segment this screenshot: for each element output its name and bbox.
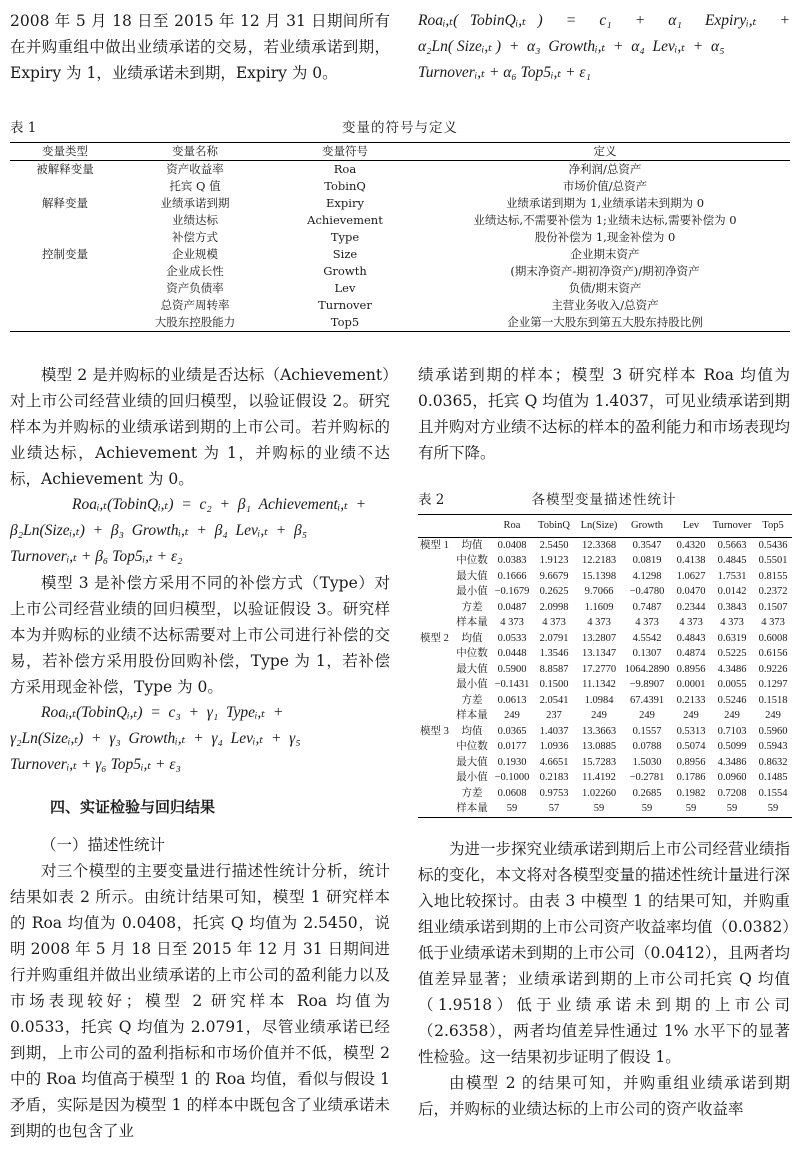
table-2-group-label bbox=[418, 677, 452, 693]
table-2-cell: 0.2625 bbox=[539, 586, 569, 597]
table-2-cell: 0.4138 bbox=[676, 555, 706, 566]
table-1-cell: 大股东控股能力 bbox=[154, 315, 236, 329]
table-2-cell: 59 bbox=[685, 803, 697, 814]
table-1-cell: 资产收益率 bbox=[166, 162, 224, 176]
table-1-cell: TobinQ bbox=[324, 179, 366, 193]
table-2-row bbox=[418, 739, 792, 755]
table-1-cell bbox=[10, 314, 120, 332]
table-1-row bbox=[10, 161, 790, 179]
table-2-cell: 2.0791 bbox=[539, 632, 569, 644]
table-2-cell: 4.6651 bbox=[539, 756, 569, 768]
table-1-cell: Roa bbox=[333, 162, 357, 176]
table-2-cell: −0.1000 bbox=[494, 772, 530, 783]
table-2-cell: 1.4037 bbox=[539, 725, 569, 737]
table-2-stat-label: 均值 bbox=[461, 725, 483, 737]
table-2-stat-label: 最小值 bbox=[456, 679, 488, 690]
table-2-group-label bbox=[418, 770, 452, 786]
table-2-group-label bbox=[418, 569, 452, 585]
table-1-header: 变量名称 bbox=[172, 144, 218, 158]
table-1-header: 变量符号 bbox=[322, 144, 368, 158]
table-2-cell: 0.0408 bbox=[497, 539, 527, 551]
table-2-cell: 4 373 bbox=[679, 617, 703, 628]
formula-1-line-2: α₂Ln( Sizeᵢ,ₜ ) + α₃ Growthᵢ,ₜ + α₄ Levᵢ,ₜ + α₅ bbox=[418, 38, 725, 55]
table-1-row bbox=[10, 229, 790, 246]
table-2-cell: 0.1485 bbox=[758, 772, 788, 783]
table-2-row bbox=[418, 662, 792, 678]
table-1-cell: 业绩达标,不需要补偿为 1;业绩未达标,需要补偿为 0 bbox=[473, 213, 737, 227]
table-2-row bbox=[418, 693, 792, 709]
table-2-stat-label: 中位数 bbox=[456, 648, 488, 659]
table-1-header-row bbox=[10, 143, 790, 161]
table-1-cell: Top5 bbox=[330, 315, 360, 329]
table-2-cell: 0.0788 bbox=[632, 741, 662, 752]
table-2-cell: 0.4874 bbox=[676, 648, 706, 659]
formula-3-line-3: Turnoverᵢ,ₜ + γ₆ Top5ᵢ,ₜ + ε₃ bbox=[10, 756, 181, 773]
table-2-cell: 0.7103 bbox=[717, 725, 747, 737]
table-1-cell: 主营业务收入/总资产 bbox=[551, 298, 659, 312]
table-2-cell: 13.0885 bbox=[581, 741, 617, 752]
table-2-stat-label: 样本量 bbox=[456, 617, 488, 628]
table-2-header: Roa bbox=[503, 520, 521, 531]
table-1-row bbox=[10, 280, 790, 297]
table-2-cell: 57 bbox=[548, 803, 560, 814]
subsection-heading: （一）描述性统计 bbox=[41, 836, 166, 854]
table-2-cell: 59 bbox=[593, 803, 605, 814]
table-2-group-label bbox=[418, 646, 452, 662]
table-1-caption bbox=[10, 116, 790, 136]
table-1-cell: 总资产周转率 bbox=[160, 298, 230, 312]
table-1-cell: 资产负债率 bbox=[166, 281, 224, 295]
table-1-cell bbox=[10, 212, 120, 229]
table-2-cell: 2.0541 bbox=[539, 694, 569, 706]
table-2-cell: 0.0487 bbox=[497, 601, 527, 613]
table-1-cell: Turnover bbox=[318, 298, 372, 312]
formula-3 bbox=[10, 700, 390, 778]
table-1-cell bbox=[10, 229, 120, 246]
table-2-cell: 0.4843 bbox=[676, 632, 706, 644]
table-2-cell: 0.1518 bbox=[758, 694, 788, 706]
table-2-cell: 0.1507 bbox=[758, 601, 788, 613]
table-2-cell: 11.4192 bbox=[582, 772, 616, 783]
table-2-cell: 1.7531 bbox=[717, 570, 747, 582]
table-2-cell: 0.5501 bbox=[758, 555, 788, 566]
table-1-cell: Growth bbox=[323, 264, 367, 278]
table-2-cell: 0.1557 bbox=[632, 725, 662, 737]
table-2-row bbox=[418, 755, 792, 771]
table-2-row bbox=[418, 615, 792, 631]
table-2-cell: 0.8155 bbox=[758, 570, 788, 582]
table-2-cell: 0.5246 bbox=[717, 694, 747, 706]
table-1-cell: Type bbox=[330, 230, 360, 244]
table-1-cell bbox=[10, 263, 120, 280]
table-1-cell: 企业成长性 bbox=[166, 264, 224, 278]
table-2-cell: 0.1666 bbox=[497, 570, 527, 582]
table-2-cell: 59 bbox=[726, 803, 738, 814]
section-heading: 四、实证检验与回归结果 bbox=[50, 798, 216, 816]
table-2-cell: 0.6156 bbox=[758, 648, 788, 659]
table-2-row bbox=[418, 537, 792, 553]
table-2-stat-label: 均值 bbox=[461, 632, 483, 644]
table-2-cell: 249 bbox=[724, 710, 740, 721]
table-2-cell: 0.0383 bbox=[497, 555, 527, 566]
formula-3-line-2: γ₂Ln(Sizeᵢ,ₜ) + γ₃ Growthᵢ,ₜ + γ₄ Levᵢ,ₜ + γ₅ bbox=[10, 730, 301, 747]
table-1-cell: 企业规模 bbox=[172, 247, 218, 261]
table-2-cell: 0.8956 bbox=[676, 756, 706, 768]
table-2-cell: 0.0055 bbox=[717, 679, 747, 690]
table-2-row bbox=[418, 786, 792, 802]
formula-1-line-1: Roaᵢ,ₜ( TobinQᵢ,ₜ ) = c₁ + α₁ Expiryᵢ,ₜ + bbox=[418, 12, 790, 29]
table-2-cell: 249 bbox=[683, 710, 699, 721]
table-2-cell: 59 bbox=[506, 803, 518, 814]
table-2-group-label bbox=[418, 662, 452, 678]
table-2-cell: 12.2183 bbox=[581, 555, 617, 566]
table-2-cell: 0.8632 bbox=[758, 756, 788, 768]
table-2-group-label: 模型 3 bbox=[420, 725, 449, 737]
table-2-row bbox=[418, 677, 792, 693]
table-2-row bbox=[418, 708, 792, 724]
table-1-cell: Achievement bbox=[307, 213, 383, 227]
table-2-cell: 237 bbox=[546, 710, 562, 721]
formula-2 bbox=[10, 492, 390, 570]
table-2-cell: 8.8587 bbox=[539, 663, 569, 675]
table-2-cell: 4 373 bbox=[761, 617, 785, 628]
table-2-group-label bbox=[418, 615, 452, 631]
table-2-cell: 0.0613 bbox=[497, 694, 527, 706]
table-1-row bbox=[10, 212, 790, 229]
table-2-cell: 0.1982 bbox=[676, 787, 706, 799]
table-2-header: Turnover bbox=[712, 520, 752, 531]
table-2-cell: 1.02260 bbox=[581, 787, 617, 799]
table-2-cell: −0.4780 bbox=[629, 586, 665, 597]
table-2-cell: 9.6679 bbox=[539, 570, 569, 582]
table-1-cell: 解释变量 bbox=[42, 196, 88, 210]
formula-1-line-3: Turnoverᵢ,ₜ + α₆ Top5ᵢ,ₜ + ε₁ bbox=[418, 64, 591, 81]
table-1-row bbox=[10, 195, 790, 212]
table-2-cell: 0.0448 bbox=[497, 648, 527, 659]
table-2-cell: 4.1298 bbox=[632, 570, 662, 582]
descriptive-stats-paragraph: 对三个模型的主要变量进行描述性统计分析，统计结果如表 2 所示。由统计结果可知，模型 1 研究样本的 Roa 均值为 0.0408，托宾 Q 均值为 2.5450，说明 2008 年 5 月 18 日至 2015 年 12 月 31 日期间进行并购重组并做出业绩承诺的上市公司的盈利能力以及市场表现较好；模型 2 研究样本 Roa 均值为 0.0533，托宾 Q 均值为 2.0791，尽管业绩承诺已经到期，上市公司的盈利指标和市场价值并不低，模型 2 中的 Roa 均值高于模型 1 的 Roa 均值，看似与假设 1 矛盾，实际是因为模型 1 的样本中既包含了业绩承诺未到期的也包含了业 bbox=[10, 862, 390, 1140]
table-2-cell: −0.1679 bbox=[494, 586, 530, 597]
table-2-cell: 0.5225 bbox=[717, 648, 747, 659]
table-2-cell: −9.8907 bbox=[629, 679, 665, 690]
table-2-cell: 0.2372 bbox=[758, 586, 788, 597]
table-1-cell: 净利润/总资产 bbox=[568, 162, 642, 176]
table-2-row bbox=[418, 646, 792, 662]
table-2-cell: 0.0001 bbox=[676, 679, 706, 690]
table-2-cell: 1.5030 bbox=[632, 756, 662, 768]
table-1-cell: Expiry bbox=[326, 196, 364, 210]
table-2-cell: 0.0470 bbox=[676, 586, 706, 597]
table-2-stat-label: 方差 bbox=[461, 694, 483, 706]
table-1-cell: 市场价值/总资产 bbox=[562, 179, 648, 193]
table-2-group-label bbox=[418, 553, 452, 569]
table-2-cell: 0.5960 bbox=[758, 725, 788, 737]
table-2-cell: −0.2781 bbox=[629, 772, 665, 783]
table-2-cell: 0.5943 bbox=[758, 741, 788, 752]
table-2-cell: 1.3546 bbox=[539, 648, 569, 659]
table-2-cell: 2.0998 bbox=[539, 601, 569, 613]
table-2-row bbox=[418, 569, 792, 585]
table-2-cell: 0.5900 bbox=[497, 663, 527, 675]
table-1-row bbox=[10, 297, 790, 314]
table-2-cell: 249 bbox=[765, 710, 781, 721]
table-2-cell: 67.4391 bbox=[629, 694, 665, 706]
table-2-stat-label: 均值 bbox=[461, 539, 483, 551]
table-2-title: 各模型变量描述性统计 bbox=[531, 492, 677, 508]
table-2-cell: 1064.2890 bbox=[624, 663, 670, 675]
table-2-cell: 4.5542 bbox=[632, 632, 662, 644]
table-2-cell: 0.0177 bbox=[497, 741, 527, 752]
formula-1 bbox=[418, 8, 790, 86]
table-2-cell: 0.1786 bbox=[676, 772, 706, 783]
table-2-cell: 1.9123 bbox=[539, 555, 569, 566]
table-2-cell: 13.3663 bbox=[581, 725, 617, 737]
model-3-paragraph: 模型 3 是补偿方采用不同的补偿方式（Type）对上市公司经营业绩的回归模型，以验证假设 3。研究样本为并购标的业绩不达标需要对上市公司进行补偿的交易，若补偿方采用股份回购补偿，Type 为 1，若补偿方采用现金补偿，Type 为 0。 bbox=[10, 574, 390, 696]
table-1-row bbox=[10, 263, 790, 280]
table-2-cell: 17.2770 bbox=[581, 663, 617, 675]
table-2-stat-label: 最大值 bbox=[456, 756, 488, 768]
table-2-cell: 249 bbox=[639, 710, 655, 721]
table-2-cell: 0.1297 bbox=[758, 679, 788, 690]
table-1-cell: 业绩承诺到期 bbox=[160, 196, 230, 210]
table-2-cell: 0.5663 bbox=[717, 539, 747, 551]
table-2-stat-label: 最小值 bbox=[456, 586, 488, 597]
right-paragraph-2: 为进一步探究业绩承诺到期后上市公司经营业绩指标的变化，本文将对各模型变量的描述性统计量进行深入地比较探讨。由表 3 中模型 1 的结果可知，并购重组业绩承诺到期的上市公司资产收益率均值（0.0382）低于业绩承诺未到期的上市公司（0.0412），且两者均值差异显著；业绩承诺到期的上市公司托宾 Q 均值（1.9518）低于业绩承诺未到期的上市公司（2.6358），两者均值差异性通过 1% 水平下的显著性检验。这一结果初步证明了假设 1。 bbox=[418, 840, 791, 1066]
table-2-row bbox=[418, 801, 792, 817]
table-2-header: Top5 bbox=[762, 520, 784, 531]
right-paragraph-1: 绩承诺到期的样本；模型 3 研究样本 Roa 均值为 0.0365，托宾 Q 均值为 1.4037，可见业绩承诺到期且并购对方业绩不达标的样本的盈利能力和市场表现均有所下降。 bbox=[418, 366, 791, 462]
table-2-row bbox=[418, 553, 792, 569]
table-2-group-label bbox=[418, 786, 452, 802]
right-column-lower bbox=[418, 836, 790, 1122]
table-2-cell: 4.3486 bbox=[717, 663, 747, 675]
table-2-group-label bbox=[418, 801, 452, 817]
table-2 bbox=[418, 514, 792, 818]
table-2-cell: 0.1554 bbox=[758, 787, 788, 799]
table-2-cell: 15.1398 bbox=[581, 570, 617, 582]
table-2-label: 表 2 bbox=[418, 492, 445, 508]
table-1-header: 定义 bbox=[593, 144, 617, 158]
table-2-row bbox=[418, 770, 792, 786]
table-2-cell: 249 bbox=[504, 710, 520, 721]
table-2-cell: 0.6319 bbox=[717, 632, 747, 644]
intro-paragraph: 2008 年 5 月 18 日至 2015 年 12 月 31 日期间所有在并购重组中做出业绩承诺的交易，若业绩承诺到期，Expiry 为 1，业绩承诺未到期，Expiry 为 0。 bbox=[10, 12, 390, 82]
table-2-group-label bbox=[418, 739, 452, 755]
table-2-group-label bbox=[418, 755, 452, 771]
formula-2-line-3: Turnoverᵢ,ₜ + β₆ Top5ᵢ,ₜ + ε₂ bbox=[10, 548, 183, 565]
table-1-cell: 托宾 Q 值 bbox=[169, 179, 221, 193]
table-2-cell: 0.7487 bbox=[632, 601, 662, 613]
table-2-stat-label: 方差 bbox=[461, 601, 483, 613]
table-2-group-label: 模型 1 bbox=[420, 539, 449, 551]
table-1-row bbox=[10, 314, 790, 332]
table-1-row bbox=[10, 178, 790, 195]
table-1-label: 表 1 bbox=[10, 120, 37, 136]
table-2-cell: 1.0936 bbox=[539, 741, 569, 752]
table-2-cell: 249 bbox=[591, 710, 607, 721]
formula-2-line-2: β₂Ln(Sizeᵢ,ₜ) + β₃ Growthᵢ,ₜ + β₄ Levᵢ,ₜ + β₅ bbox=[10, 522, 308, 539]
table-2-cell: 0.0608 bbox=[497, 787, 527, 799]
left-column bbox=[10, 362, 390, 1144]
table-2-stat-label: 最大值 bbox=[456, 570, 488, 582]
table-1-cell: 控制变量 bbox=[42, 247, 88, 261]
table-1-cell: Lev bbox=[334, 281, 356, 295]
table-1-cell: 企业第一大股东到第五大股东持股比例 bbox=[507, 315, 703, 329]
table-2-cell: 11.1342 bbox=[582, 679, 616, 690]
table-2-cell: 59 bbox=[641, 803, 653, 814]
table-2-cell: 4 373 bbox=[720, 617, 744, 628]
table-2-header: Lev bbox=[682, 520, 700, 531]
table-2-cell: 0.8956 bbox=[676, 663, 706, 675]
table-1-cell bbox=[10, 178, 120, 195]
table-2-header: Growth bbox=[630, 520, 664, 531]
table-2-stat-label: 中位数 bbox=[456, 555, 488, 566]
table-2-cell: 0.7208 bbox=[717, 787, 747, 799]
table-1-cell: 企业期末资产 bbox=[570, 247, 640, 261]
table-2-cell: 9.7066 bbox=[584, 586, 614, 597]
table-2-cell: 4.3486 bbox=[717, 756, 747, 768]
table-2-cell: 0.5074 bbox=[676, 741, 706, 752]
table-2-cell: 1.1609 bbox=[584, 601, 614, 613]
table-1-cell: 负债/期末资产 bbox=[568, 281, 642, 295]
table-2-row bbox=[418, 600, 792, 616]
table-2-cell: 0.0960 bbox=[717, 772, 747, 783]
table-1-cell bbox=[10, 280, 120, 297]
table-2-cell: 12.3368 bbox=[581, 539, 617, 551]
table-1-cell: 业绩承诺到期为 1,业绩承诺未到期为 0 bbox=[505, 196, 705, 210]
table-1-row bbox=[10, 246, 790, 263]
table-2-cell: −0.1431 bbox=[494, 679, 530, 690]
table-1-cell: (期末净资产-期初净资产)/期初净资产 bbox=[510, 264, 700, 278]
table-2-cell: 0.2344 bbox=[676, 601, 706, 613]
table-2-cell: 0.0142 bbox=[717, 586, 747, 597]
table-2-group-label bbox=[418, 708, 452, 724]
table-2-header: TobinQ bbox=[538, 520, 570, 531]
table-2-cell: 0.2183 bbox=[539, 772, 569, 783]
table-2-cell: 4 373 bbox=[542, 617, 566, 628]
table-2-header bbox=[418, 515, 452, 538]
table-1-cell: 业绩达标 bbox=[172, 213, 218, 227]
table-2-cell: 0.5099 bbox=[717, 741, 747, 752]
table-2-cell: 4 373 bbox=[587, 617, 611, 628]
table-2-cell: 0.3547 bbox=[632, 539, 662, 551]
table-2-cell: 0.1930 bbox=[497, 756, 527, 768]
table-1-cell bbox=[10, 297, 120, 314]
table-2-cell: 0.9753 bbox=[539, 787, 569, 799]
table-2-cell: 0.4320 bbox=[676, 539, 706, 551]
table-1-cell: Size bbox=[332, 247, 358, 261]
table-2-row bbox=[418, 584, 792, 600]
table-2-row bbox=[418, 724, 792, 740]
table-2-caption bbox=[418, 488, 790, 508]
table-2-row bbox=[418, 631, 792, 647]
table-2-header bbox=[452, 515, 492, 538]
table-2-stat-label: 样本量 bbox=[456, 803, 488, 814]
table-1 bbox=[10, 142, 790, 332]
table-2-cell: 0.2685 bbox=[632, 787, 662, 799]
right-paragraph-3: 由模型 2 的结果可知，并购重组业绩承诺到期后，并购标的业绩达标的上市公司的资产收益率 bbox=[418, 1074, 790, 1118]
table-2-cell: 0.6008 bbox=[758, 632, 788, 644]
table-2-cell: 0.1307 bbox=[632, 648, 662, 659]
table-2-cell: 13.1347 bbox=[581, 648, 617, 659]
table-2-stat-label: 最大值 bbox=[456, 663, 488, 675]
table-2-cell: 0.4845 bbox=[717, 555, 747, 566]
model-2-paragraph: 模型 2 是并购标的业绩是否达标（Achievement）对上市公司经营业绩的回归模型，以验证假设 2。研究样本为并购标的业绩承诺到期的上市公司。若并购标的业绩达标，Achievement 为 1，并购标的业绩不达标，Achievement 为 0。 bbox=[10, 366, 390, 488]
table-2-cell: 0.0533 bbox=[497, 632, 527, 644]
table-2-header-row bbox=[418, 515, 792, 538]
formula-2-line-1: Roaᵢ,ₜ(TobinQᵢ,ₜ) = c₂ + β₁ Achievementᵢ,ₜ + bbox=[72, 496, 367, 513]
table-2-cell: 0.2133 bbox=[676, 694, 706, 706]
table-1-title: 变量的符号与定义 bbox=[342, 120, 458, 136]
table-2-cell: 0.0819 bbox=[632, 555, 662, 566]
table-2-cell: 0.9226 bbox=[758, 663, 788, 675]
table-1-cell: 被解释变量 bbox=[36, 162, 94, 176]
table-1-cell: 股份补偿为 1,现金补偿为 0 bbox=[534, 230, 676, 244]
table-2-stat-label: 方差 bbox=[461, 787, 483, 799]
table-2-group-label: 模型 2 bbox=[420, 632, 449, 644]
table-2-cell: 2.5450 bbox=[539, 539, 569, 551]
table-2-stat-label: 样本量 bbox=[456, 710, 488, 721]
table-2-header: Ln(Size) bbox=[580, 520, 618, 531]
table-2-cell: 59 bbox=[767, 803, 779, 814]
table-1-header: 变量类型 bbox=[42, 144, 88, 158]
formula-3-line-1: Roaᵢ,ₜ(TobinQᵢ,ₜ) = c₃ + γ₁ Typeᵢ,ₜ + bbox=[41, 704, 284, 721]
table-2-cell: 15.7283 bbox=[581, 756, 617, 768]
table-2-cell: 0.1500 bbox=[539, 679, 569, 690]
table-2-stat-label: 最小值 bbox=[456, 772, 488, 783]
table-2-cell: 4 373 bbox=[635, 617, 659, 628]
table-2-cell: 1.0627 bbox=[676, 570, 706, 582]
table-2-group-label bbox=[418, 600, 452, 616]
table-2-cell: 1.0984 bbox=[584, 694, 614, 706]
table-2-cell: 0.5313 bbox=[676, 725, 706, 737]
table-2-cell: 4 373 bbox=[500, 617, 524, 628]
table-2-group-label bbox=[418, 584, 452, 600]
table-2-cell: 0.0365 bbox=[497, 725, 527, 737]
table-2-stat-label: 中位数 bbox=[456, 741, 488, 752]
table-2-cell: 0.5436 bbox=[758, 539, 788, 551]
table-1-cell: 补偿方式 bbox=[172, 230, 218, 244]
table-2-cell: 13.2807 bbox=[581, 632, 617, 644]
table-2-group-label bbox=[418, 693, 452, 709]
table-2-cell: 0.3843 bbox=[717, 601, 747, 613]
